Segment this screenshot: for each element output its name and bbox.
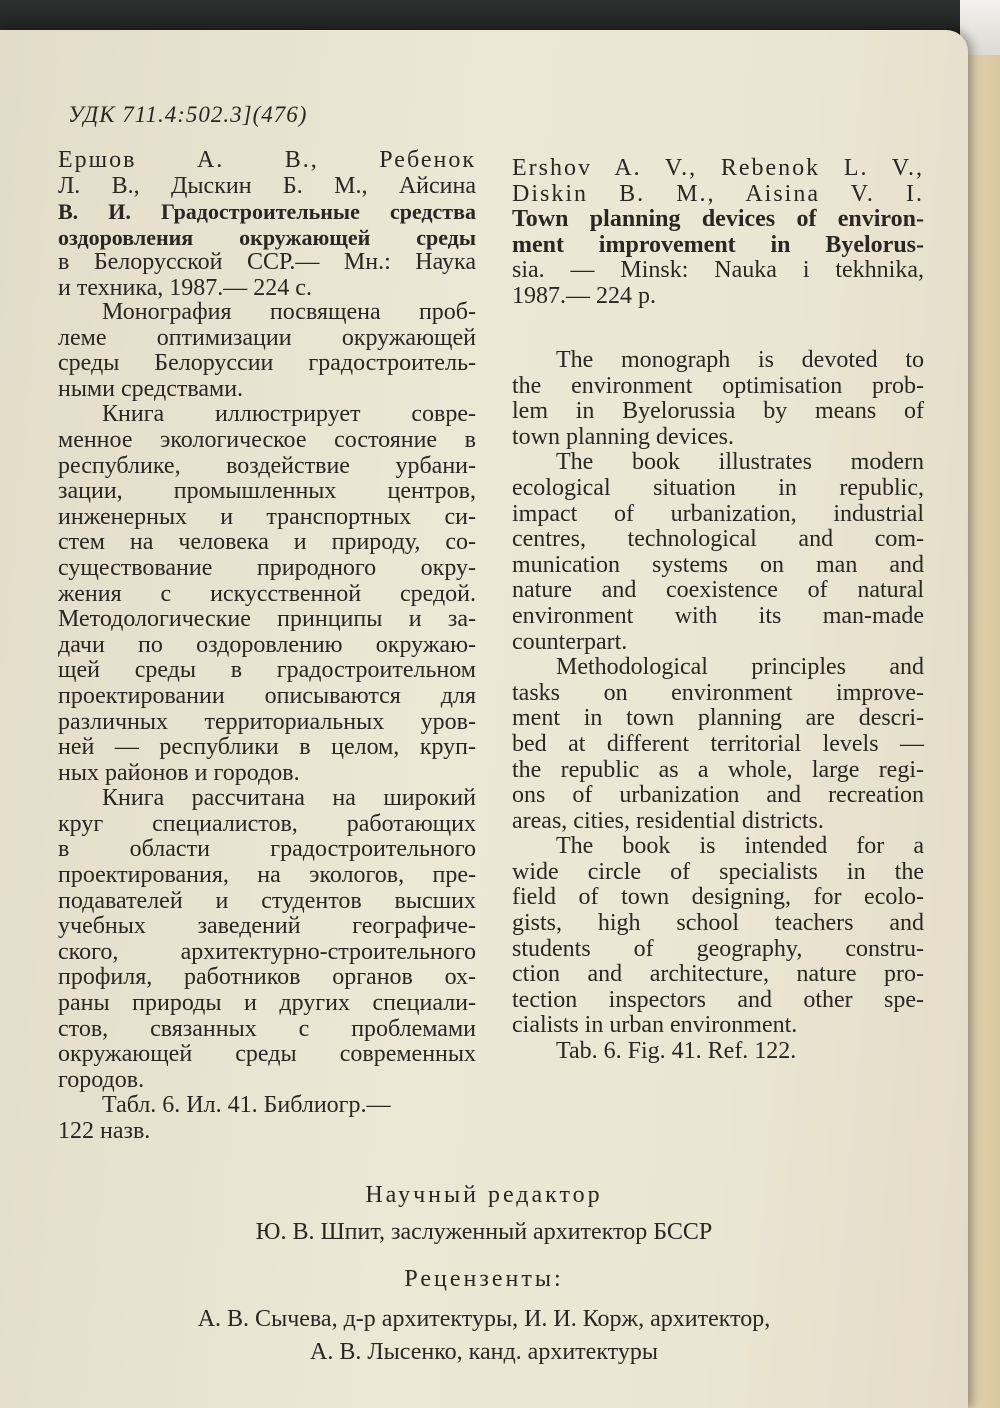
en-abstract-line: gists, high school teachers and: [512, 910, 924, 937]
ru-abstract-line: Методологические принципы и за-: [58, 606, 476, 633]
ru-abstract-line: среды Белоруссии градостроитель-: [58, 350, 476, 377]
en-abstract-line: lem in Byelorussia by means of: [512, 398, 924, 425]
reviewers-heading-text: Рецензенты:: [404, 1266, 564, 1292]
en-abstract-line: tasks on environment improve-: [512, 679, 924, 706]
en-abstract-line: ment in town planning are descri-: [512, 705, 924, 732]
en-abstract-line: Methodological principles and: [556, 654, 924, 681]
editor-heading-text: Научный редактор: [365, 1182, 603, 1208]
ru-abstract-line: профиля, работников органов ох-: [58, 964, 476, 991]
en-abstract-line: Tab. 6. Fig. 41. Ref. 122.: [556, 1038, 797, 1065]
ru-abstract-line: Табл. 6. Ил. 41. Библиогр.—: [102, 1092, 391, 1119]
ru-abstract-line: стем на человека и природу, со-: [58, 529, 476, 556]
en-abstract-line: nature and coexistence of natural: [512, 577, 924, 604]
reviewers-line-1: [0, 1306, 968, 1333]
ru-abstract-line: дачи по оздоровлению окружаю-: [58, 631, 476, 658]
en-abstract-line: students of geography, constru-: [512, 935, 924, 962]
ru-abstract-line: окружающей среды современных: [58, 1041, 476, 1068]
en-abstract-line: The monograph is devoted to: [556, 347, 924, 373]
ru-citation-line: Ершов А. В., Ребенок: [58, 147, 476, 173]
ru-citation-line: оздоровления окружающей среды: [58, 224, 476, 250]
ru-abstract-line: ней — республики в целом, круп-: [58, 734, 476, 761]
reviewers-line-2: [0, 1339, 968, 1366]
ru-citation-line: в Белорусской ССР.— Мн.: Наука: [58, 249, 476, 276]
ru-abstract-line: зации, промышленных центров,: [58, 478, 476, 505]
ru-abstract-line: 122 назв.: [58, 1118, 151, 1144]
ru-citation: [58, 148, 476, 302]
ru-abstract-line: проектировании описываются для: [58, 682, 476, 709]
ru-abstract-line: раны природы и других специали-: [58, 990, 476, 1017]
ru-abstract-line: Книга рассчитана на широкий: [102, 785, 476, 812]
en-abstract-line: ecological situation in republic,: [512, 474, 924, 501]
ru-abstract-line: ского, архитектурно-строительного: [58, 938, 476, 965]
ru-abstract-line: леме оптимизации окружающей: [58, 324, 476, 351]
ru-abstract-line: инженерных и транспортных си-: [58, 503, 476, 530]
en-abstract: [512, 348, 924, 1065]
en-abstract-line: the environment optimisation prob-: [512, 372, 924, 399]
ru-abstract-line: различных территориальных уров-: [58, 708, 476, 735]
ru-abstract-line: в области градостроительного: [58, 836, 476, 863]
en-abstract-line: bed at different territorial levels —: [512, 730, 924, 757]
en-abstract-line: environment with its man-made: [512, 602, 924, 629]
ru-abstract-line: ных районов и городов.: [58, 759, 300, 786]
en-abstract-line: areas, cities, residential districts.: [512, 807, 824, 834]
ru-abstract-line: республике, воздействие урбани-: [58, 452, 476, 479]
ru-abstract-line: щей среды в градостроительном: [58, 657, 476, 684]
en-abstract-line: The book is intended for a: [556, 833, 924, 860]
editor-heading: [0, 1182, 968, 1209]
en-abstract-line: ction and architecture, nature pro-: [512, 961, 924, 988]
en-citation-line: Town planning devices of environ-: [512, 206, 924, 233]
ru-abstract-line: существование природного окру-: [58, 554, 476, 581]
ru-citation-line: В. И. Градостроительные средства: [58, 199, 476, 225]
en-citation-line: Ershov A. V., Rebenok L. V.,: [512, 155, 924, 181]
en-abstract-line: wide circle of specialists in the: [512, 858, 924, 885]
en-abstract-line: The book illustrates modern: [556, 449, 924, 476]
ru-abstract-line: проектирования, на экологов, пре-: [58, 862, 476, 889]
ru-citation-line: Л. В., Дыскин Б. М., Айсина: [58, 172, 476, 199]
ru-abstract-line: подавателей и студентов высших: [58, 887, 476, 914]
en-citation-line: ment improvement in Byelorus-: [512, 231, 924, 258]
en-citation-line: 1987.— 224 p.: [512, 282, 656, 309]
ru-abstract-line: стов, связанных с проблемами: [58, 1015, 476, 1042]
ru-abstract-line: учебных заведений географиче-: [58, 913, 476, 940]
en-abstract-line: town planning devices.: [512, 423, 734, 450]
editor-name: [0, 1219, 968, 1246]
en-abstract-line: cialists in urban environment.: [512, 1012, 798, 1039]
en-abstract-line: tection inspectors and other spe-: [512, 986, 924, 1013]
en-abstract-line: munication systems on man and: [512, 551, 924, 578]
ru-abstract-line: Монография посвящена проб-: [102, 299, 476, 325]
reviewers-heading: [0, 1266, 968, 1293]
editor-name-text: Ю. В. Шпит, заслуженный архитектор БССР: [255, 1219, 713, 1245]
ru-abstract-line: городов.: [58, 1066, 145, 1093]
en-citation-line: Diskin B. M., Aisina V. I.: [512, 180, 924, 207]
en-citation: [512, 156, 924, 310]
udk-code: УДК 711.4:502.3](476): [68, 102, 308, 127]
en-abstract-line: impact of urbanization, industrial: [512, 500, 924, 527]
en-abstract-line: the republic as a whole, large regi-: [512, 756, 924, 783]
ru-abstract-line: жения с искусственной средой.: [58, 580, 476, 607]
en-citation-line: sia. — Minsk: Nauka i tekhnika,: [512, 257, 924, 284]
ru-abstract-line: ными средствами.: [58, 375, 244, 402]
reviewers-text-1: А. В. Сычева, д-р архитектуры, И. И. Корж, архитектор,: [197, 1306, 771, 1332]
en-abstract-line: ons of urbanization and recreation: [512, 782, 924, 809]
ru-abstract-line: Книга иллюстрирует совре-: [102, 401, 476, 428]
ru-citation-line: и техника, 1987.— 224 с.: [58, 274, 312, 301]
en-abstract-line: counterpart.: [512, 628, 628, 655]
ru-abstract: [58, 300, 476, 1145]
ru-abstract-line: менное экологическое состояние в: [58, 426, 476, 453]
ru-abstract-line: круг специалистов, работающих: [58, 810, 476, 837]
en-abstract-line: centres, technological and com-: [512, 526, 924, 553]
en-abstract-line: field of town designing, for ecolo-: [512, 884, 924, 911]
reviewers-text-2: А. В. Лысенко, канд. архитектуры: [310, 1339, 658, 1365]
book-page: [0, 30, 968, 1408]
